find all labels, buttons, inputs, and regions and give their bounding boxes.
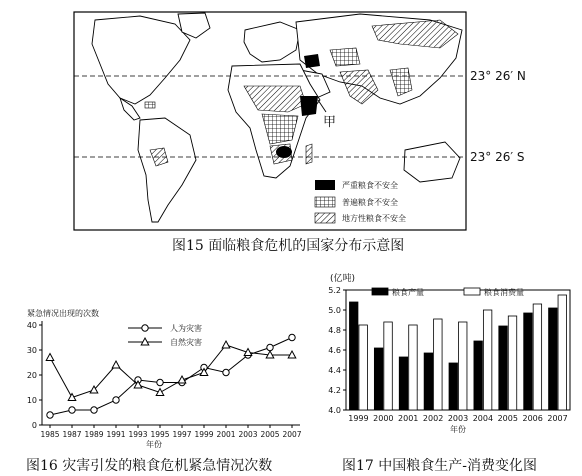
haiti-region [145,102,155,108]
fig17-bar-production [474,341,482,410]
fig17-x-tick-label: 2000 [373,414,394,423]
fig17-bar-production [449,363,457,410]
fig17-x-tick-label: 2003 [447,414,469,423]
fig17-x-tick-label: 1999 [348,414,369,423]
fig17-legend-label: 粮食消费量 [484,288,524,297]
fig16-legend-marker [142,325,148,331]
fig17-bar-consumption [483,310,491,410]
fig16-x-tick-label: 1985 [40,430,60,439]
fig16-point-circle [157,379,163,385]
fig16-point-circle [289,334,295,340]
fig17-bar-production [549,308,557,410]
fig17-bar-production [499,326,507,410]
fig16-ylabel: 紧急情况出现的次数 [27,309,99,318]
lat-north-label: 23° 26′ N [470,69,526,83]
fig17-legend-label: 粮食产量 [392,288,424,297]
fig16-point-triangle [112,361,120,368]
grain-bar-chart [316,270,578,435]
lat-south-label: 23° 26′ S [470,150,525,164]
fig17-bar-production [374,348,382,410]
fig17-bar-consumption [459,322,467,410]
fig16-y-tick-label: 20 [26,371,37,380]
fig17-y-tick-label: 4.0 [328,406,341,415]
legend-swatch-widespread [315,197,335,207]
somalia-region [300,96,318,116]
fig16-series-line-1 [50,345,292,398]
fig16-caption: 图16 灾害引发的粮食危机紧急情况次数 [26,458,273,474]
fig16-point-circle [267,344,273,350]
fig17-bar-production [524,313,532,410]
fig17-bar-consumption [384,322,392,410]
fig16-y-tick-label: 40 [26,321,37,330]
fig16-y-tick-label: 0 [31,421,37,430]
fig17-x-tick-label: 2006 [522,414,543,423]
fig16-x-tick-label: 2003 [238,430,258,439]
fig17-caption: 图17 中国粮食生产-消费变化图 [342,458,537,474]
fig17-bar-consumption [359,325,367,410]
fig17-x-tick-label: 2001 [398,414,419,423]
fig16-legend-label: 人为灾害 [170,324,202,333]
emergency-line-chart [10,295,310,455]
fig17-bar-consumption [508,316,516,410]
legend-swatch-localized [315,213,335,223]
fig17-bar-consumption [533,304,541,410]
fig17-legend-swatch [372,288,388,295]
fig17-y-tick-label: 4.4 [328,366,341,375]
fig16-point-circle [223,369,229,375]
fig16-xlabel: 年份 [146,440,162,449]
marker-jia: 甲 [323,115,337,130]
fig16-point-circle [113,397,119,403]
fig17-bar-consumption [558,295,566,410]
fig16-x-tick-label: 2001 [216,430,236,439]
iraq-region [304,54,320,68]
fig17-bar-consumption [434,319,442,410]
fig17-x-tick-label: 2002 [422,414,444,423]
legend-label-widespread: 普遍粮食不安全 [342,198,398,207]
fig17-y-tick-label: 4.6 [328,346,341,355]
fig16-legend-label: 自然灾害 [170,338,202,347]
fig16-x-tick-label: 1993 [128,430,148,439]
fig16-x-tick-label: 1997 [172,430,192,439]
fig17-y-tick-label: 5.2 [328,286,341,295]
fig17-y-tick-label: 4.2 [328,386,341,395]
fig17-y-tick-label: 5.0 [328,306,341,315]
fig17-y-tick-label: 4.8 [328,326,341,335]
fig17-x-tick-label: 2007 [547,414,568,423]
fig16-point-circle [91,407,97,413]
fig16-x-tick-label: 2007 [282,430,302,439]
fig17-xlabel: 年份 [450,425,466,434]
fig17-yunit: (亿吨) [330,274,356,284]
fig16-x-tick-label: 1995 [150,430,170,439]
fig16-y-tick-label: 30 [26,346,37,355]
fig16-point-circle [47,412,53,418]
fig17-bar-production [349,302,357,410]
fig17-x-tick-label: 2005 [497,414,518,423]
fig17-legend-swatch [464,288,480,295]
madagascar [306,144,312,164]
fig16-y-tick-label: 10 [26,396,37,405]
fig16-x-tick-label: 1991 [106,430,126,439]
fig16-x-tick-label: 1989 [84,430,104,439]
southern-africa-region [270,144,292,164]
fig16-point-triangle [46,354,54,361]
legend-swatch-severe [315,180,335,190]
fig16-x-tick-label: 2005 [260,430,280,439]
fig16-series-line-0 [50,338,292,416]
fig16-point-triangle [222,341,230,348]
fig17-bar-production [424,353,432,410]
fig16-x-tick-label: 1999 [194,430,214,439]
map-caption: 图15 面临粮食危机的国家分布示意图 [172,238,405,254]
legend-label-localized: 地方性粮食不安全 [342,214,406,223]
fig16-x-tick-label: 1987 [62,430,82,439]
fig17-bar-production [399,357,407,410]
fig17-bar-consumption [409,325,417,410]
fig17-x-tick-label: 2004 [472,414,494,423]
legend-label-severe: 严重粮食不安全 [342,181,398,190]
fig16-point-circle [69,407,75,413]
